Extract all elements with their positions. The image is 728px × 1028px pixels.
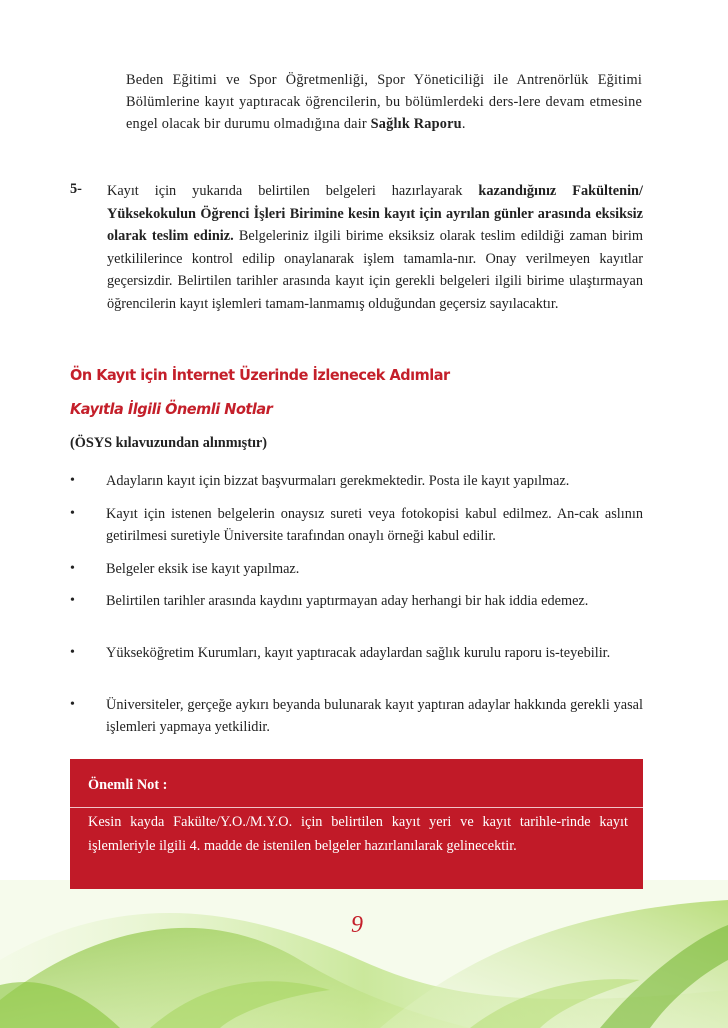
bullet-dot: •	[70, 697, 75, 712]
note-divider	[70, 807, 643, 808]
list-item-text: Üniversiteler, gerçeğe aykırı beyanda bulunarak kayıt yaptıran adaylar hakkında gerekli yasal işlemleri yapmaya yetkilidir.	[106, 697, 643, 735]
list-item-text: Kayıt için istenen belgelerin onaysız sureti veya fotokopisi kabul edilmez. An-cak aslının getirilmesi suretiyle Üniversite tarafından onaylı örneği kabul edilir.	[106, 506, 643, 544]
list-item-text: Adayların kayıt için bizzat başvurmaları gerekmektedir. Posta ile kayıt yapılmaz.	[106, 473, 570, 489]
section-heading: Ön Kayıt için İnternet Üzerinde İzlenecek Adımlar	[70, 366, 450, 384]
bullet-dot: •	[70, 561, 75, 576]
note-title: Önemli Not :	[88, 777, 168, 793]
list-item-text: Belgeler eksik ise kayıt yapılmaz.	[106, 561, 300, 577]
item-5-text-bold: kazandığınız Fakültenin/ Yüksekokulun Öğrenci İşleri Birimine kesin kayıt için ayrılan günler arasında eksiksiz olarak teslim ediniz.	[107, 183, 643, 245]
subsection-heading: Kayıtla İlgili Önemli Notlar	[70, 400, 273, 418]
bullet-dot: •	[70, 593, 75, 608]
bullet-dot: •	[70, 506, 75, 521]
bullet-dot: •	[70, 645, 75, 660]
item-5-text-1: Kayıt için yukarıda belirtilen belgeleri hazırlayarak	[107, 183, 479, 199]
bullet-dot: •	[70, 473, 75, 488]
item-5-paragraph	[107, 180, 643, 316]
list-item-text: Yükseköğretim Kurumları, kayıt yaptıracak adaylardan sağlık kurulu raporu is-teyebilir.	[106, 645, 611, 661]
source-note: (ÖSYS kılavuzundan alınmıştır)	[70, 435, 268, 451]
important-note-box	[70, 759, 643, 889]
page-number: 9	[351, 912, 363, 938]
intro-text-1: Beden Eğitimi ve Spor Öğretmenliği, Spor Yöneticiliği ile Antrenörlük Eğitimi Bölümlerine kayıt yaptıracak öğrencilerin, bu bölümlerdeki ders-lere devam etmesine engel olacak bir durumu olmadığına dair	[126, 72, 642, 132]
note-text: Kesin kayda Fakülte/Y.O./M.Y.O. için belirtilen kayıt yeri ve kayıt tarihle-rinde kayıt işlemleriyle ilgili 4. madde de istenilen belgeler hazırlanılarak gelinecektir.	[88, 814, 628, 854]
item-5-text-2: Belgeleriniz ilgili birime eksiksiz olarak teslim edildiği zaman birim yetkililerince kontrol edilip onaylanarak işlem tamamla-nır. Onay verilmeyen kayıtlar geçersizdir. Belirtilen tarihler arasında kayıt için gerekli belgeleri ilgili birime ulaştırmayan öğrencilerin kayıt işlemleri tamam-lanmamış olduğundan geçersiz sayılacaktır.	[107, 228, 643, 312]
intro-text-end: .	[461, 116, 466, 132]
list-item-text: Belirtilen tarihler arasında kaydını yaptırmayan aday herhangi bir hak iddia edemez.	[106, 593, 589, 609]
intro-text-bold: Sağlık Raporu	[370, 116, 462, 132]
intro-paragraph	[126, 69, 642, 135]
item-number: 5-	[70, 181, 82, 197]
